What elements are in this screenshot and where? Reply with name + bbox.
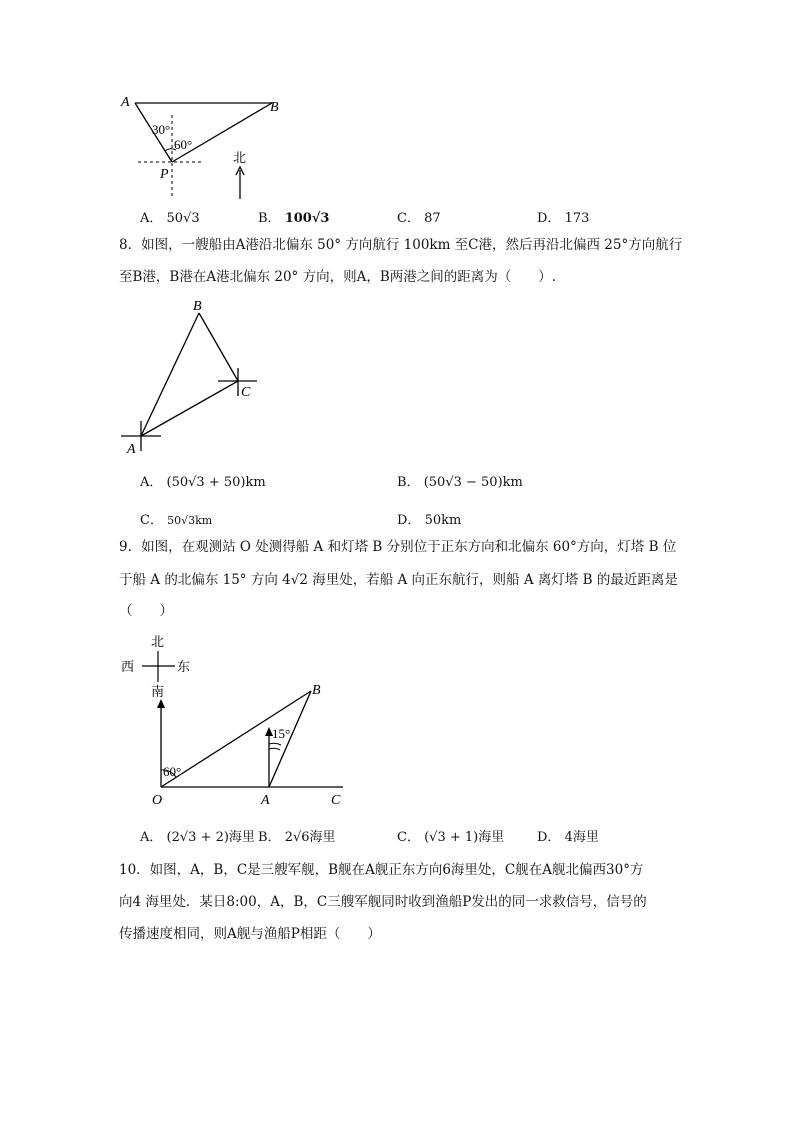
- q9-option-a[interactable]: [140, 826, 255, 845]
- q9-label-b: B: [312, 683, 321, 698]
- q8-line-bc: [199, 313, 238, 381]
- q7-option-a[interactable]: [140, 207, 200, 226]
- q8-option-b-text: (50√3 − 50)km: [423, 475, 523, 490]
- q9-figure: [115, 628, 365, 810]
- q7-label-b: B: [270, 100, 279, 115]
- q9-compass-east: 东: [177, 659, 191, 674]
- q7-figure: [110, 90, 290, 202]
- q9-option-a-text: (2√3 + 2)海里: [166, 830, 255, 845]
- q7-option-c-letter: C．: [397, 211, 420, 226]
- q9-option-d-text: 4海里: [564, 830, 599, 845]
- q9-label-o: O: [152, 793, 163, 808]
- q8-option-d-text: 50km: [424, 513, 462, 528]
- q9-angle-15: 15°: [272, 726, 291, 741]
- q7-option-a-letter: A．: [140, 211, 163, 226]
- q7-angle-60: 60°: [174, 137, 193, 152]
- q7-label-p: P: [160, 167, 169, 182]
- q10-text-line3: 传播速度相同，则A舰与渔船P相距（ ）: [119, 926, 381, 942]
- q8-option-b-letter: B．: [397, 475, 420, 490]
- q7-option-a-text: 50√3: [166, 211, 200, 226]
- q8-option-c-text: 50√3km: [167, 514, 213, 527]
- q7-option-d-letter: D．: [537, 211, 561, 226]
- q8-option-d[interactable]: [397, 509, 461, 528]
- q7-option-d-text: 173: [564, 211, 590, 226]
- q7-line-bp: [172, 103, 272, 162]
- q8-label-a: A: [127, 442, 136, 457]
- q8-option-d-letter: D．: [397, 513, 421, 528]
- q8-figure: [115, 295, 265, 460]
- q8-option-a-text: (50√3 + 50)km: [166, 475, 266, 490]
- q8-line-ac: [141, 381, 238, 436]
- q7-option-c-text: 87: [424, 211, 441, 226]
- q9-angle-arc-a2: [269, 748, 280, 750]
- q9-option-b[interactable]: [258, 826, 336, 845]
- q7-option-b-letter: B．: [258, 211, 281, 226]
- q7-option-b-text: 100√3: [284, 211, 330, 226]
- q8-label-c: C: [241, 385, 251, 400]
- q9-north-arrowhead-o: [157, 699, 165, 708]
- q9-text-line2: 于船 A 的北偏东 15° 方向 4√2 海里处，若船 A 向正东航行，则船 A 离灯塔 B 的最近距离是: [119, 572, 678, 588]
- q8-option-c[interactable]: [140, 509, 212, 528]
- q7-option-b[interactable]: [258, 207, 329, 226]
- q9-angle-arc-a: [269, 743, 281, 745]
- q8-option-a[interactable]: [140, 471, 266, 490]
- q9-option-d-letter: D．: [537, 830, 561, 845]
- q9-compass-north: 北: [151, 634, 165, 649]
- q8-label-b: B: [193, 299, 202, 314]
- q8-text-line1: 8．如图，一艘船由A港沿北偏东 50° 方向航行 100km 至C港，然后再沿北偏西 25°方向航行: [119, 237, 683, 253]
- q8-option-c-letter: C．: [140, 513, 163, 528]
- q9-option-a-letter: A．: [140, 830, 163, 845]
- q9-text-line1: 9．如图，在观测站 O 处测得船 A 和灯塔 B 分别位于正东方向和北偏东 60°方向，灯塔 B 位: [119, 539, 677, 555]
- q9-angle-60: 60°: [163, 764, 182, 779]
- q9-option-b-letter: B．: [258, 830, 281, 845]
- q9-text-line3: （ ）: [119, 603, 173, 619]
- q9-label-c: C: [331, 793, 341, 808]
- q7-north-label: 北: [233, 150, 247, 165]
- q9-compass-west: 西: [121, 659, 135, 674]
- q9-option-c[interactable]: [397, 826, 504, 845]
- q7-angle-30: 30°: [152, 122, 171, 137]
- q8-text-line2: 至B港，B港在A港北偏东 20° 方向，则A，B两港之间的距离为（ ）.: [119, 269, 557, 285]
- q9-label-a: A: [261, 793, 270, 808]
- q8-option-a-letter: A．: [140, 475, 163, 490]
- q9-option-d[interactable]: [537, 826, 599, 845]
- q9-compass-south: 南: [151, 684, 165, 699]
- q7-option-d[interactable]: [537, 207, 589, 226]
- q9-option-c-letter: C．: [397, 830, 420, 845]
- q8-option-b[interactable]: [397, 471, 523, 490]
- q9-option-b-text: 2√6海里: [284, 830, 336, 845]
- q10-text-line2: 向4 海里处．某日8:00，A，B，C三艘军舰同时收到渔船P发出的同一求救信号，信号的: [119, 894, 647, 910]
- q10-text-line1: 10．如图，A，B，C是三艘军舰，B舰在A舰正东方向6海里处，C舰在A舰北偏西30°方: [119, 862, 644, 878]
- q7-option-c[interactable]: [397, 207, 441, 226]
- q8-line-ab: [141, 313, 199, 436]
- q7-label-a: A: [121, 95, 130, 110]
- q9-option-c-text: (√3 + 1)海里: [424, 830, 505, 845]
